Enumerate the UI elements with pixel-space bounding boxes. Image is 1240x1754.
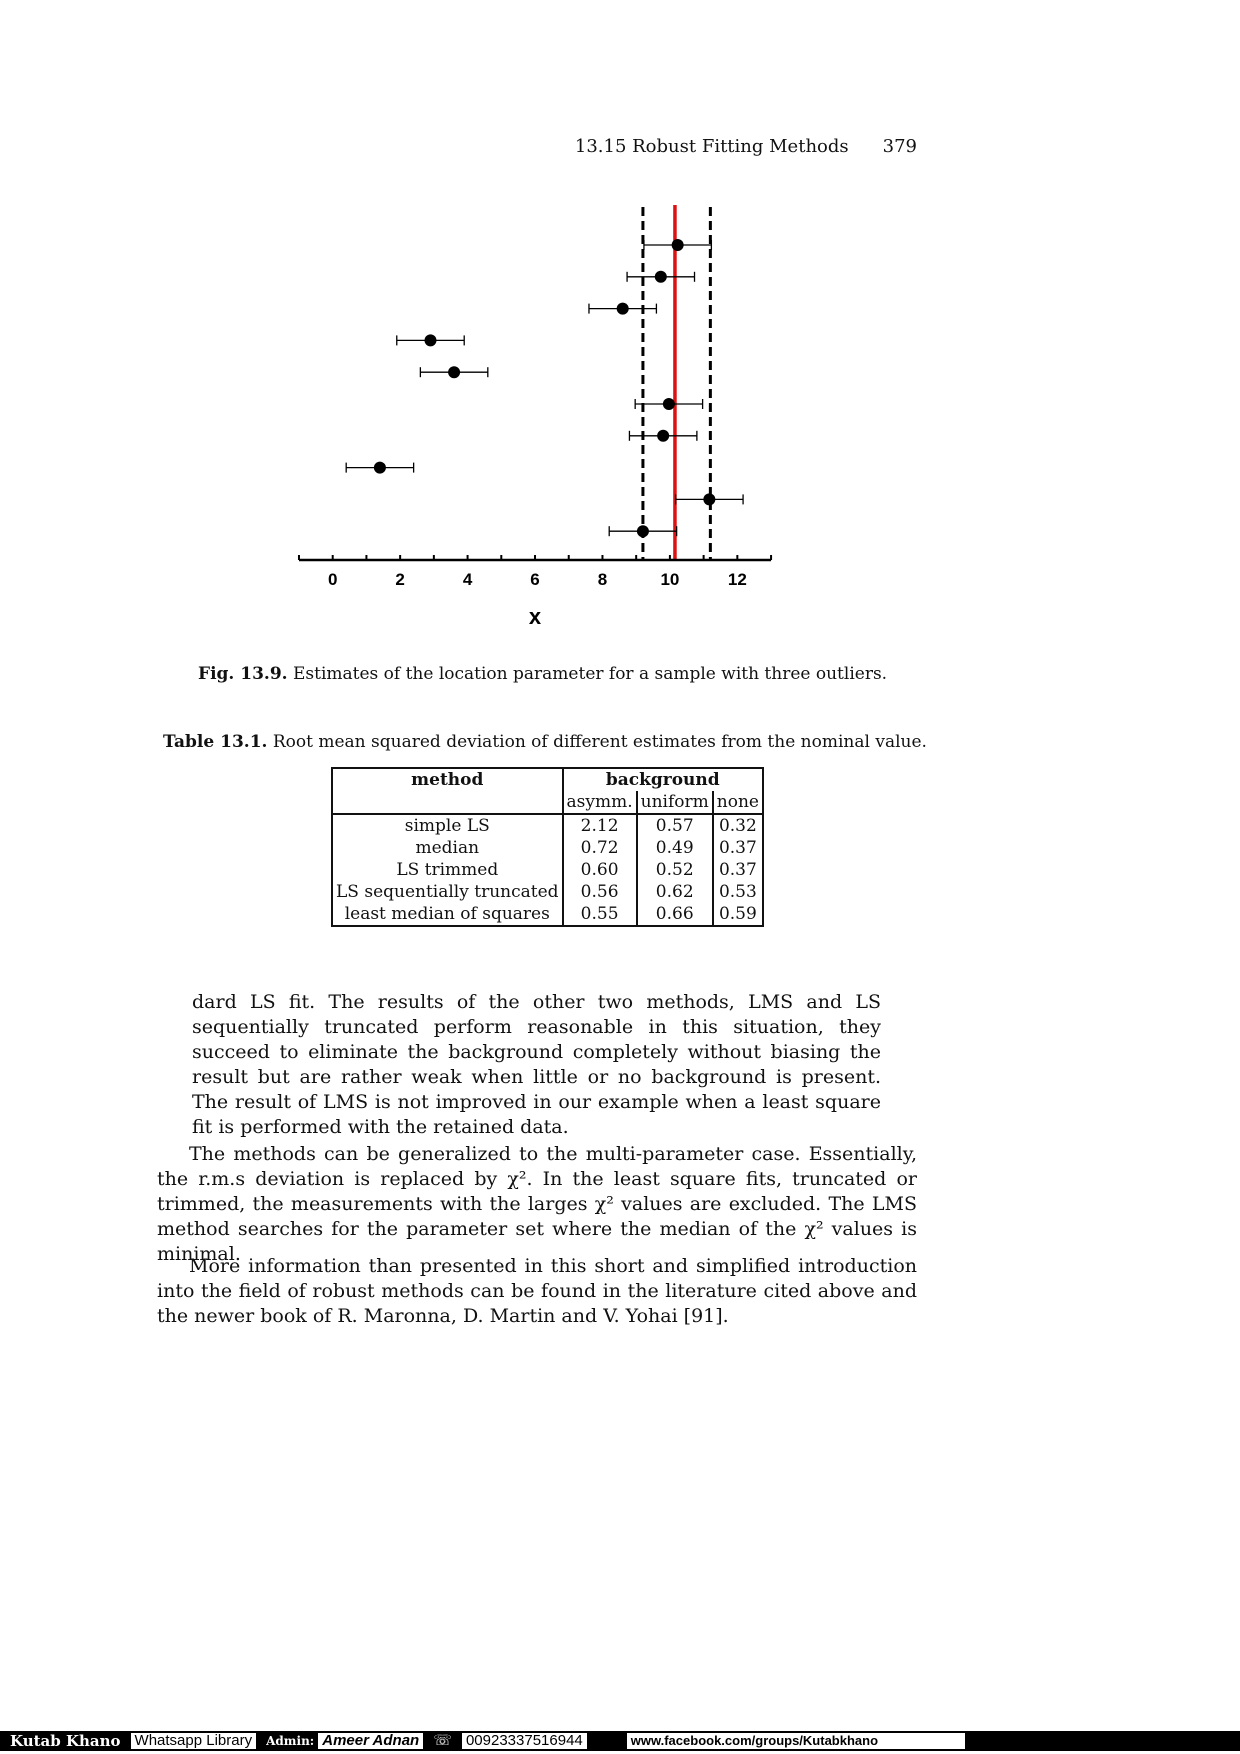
method-cell: LS trimmed — [396, 860, 499, 880]
data-point — [374, 462, 386, 474]
value-cell: 0.66 — [637, 903, 713, 926]
col-header: asymm. — [563, 791, 637, 814]
table-row — [332, 859, 763, 881]
col-header: none — [713, 791, 763, 814]
value-cell: 0.53 — [713, 881, 763, 903]
table-row — [332, 814, 763, 837]
paragraph-1 — [192, 990, 881, 1140]
paragraph-text: dard LS fit. The results of the other two methods, LMS and LS sequentially truncated perform reasonable in this situation, they succeed to eliminate the background completely without biasing the result but are rather weak when little or no background is present. The result of LMS is not improved in our example when a least square fit is performed with the retained data. — [192, 991, 881, 1138]
value-cell: 0.32 — [713, 814, 763, 837]
data-point — [617, 303, 629, 315]
banner-brand: Kutab Khano — [10, 1732, 121, 1750]
banner-url: www.facebook.com/groups/Kutabkhano — [627, 1733, 965, 1749]
banner-admin: Ameer Adnan — [318, 1733, 423, 1749]
banner-admin-label: Admin: — [266, 1734, 315, 1748]
value-cell: 0.57 — [637, 814, 713, 837]
value-cell: 0.60 — [563, 859, 637, 881]
data-point — [448, 366, 460, 378]
data-point — [657, 430, 669, 442]
figure-chart — [0, 0, 1240, 660]
value-cell: 0.56 — [563, 881, 637, 903]
phone-icon: ☏ — [433, 1732, 452, 1749]
data-point — [637, 525, 649, 537]
value-cell: 2.12 — [563, 814, 637, 837]
table-row — [332, 903, 763, 926]
data-point — [672, 239, 684, 251]
data-point — [663, 398, 675, 410]
value-cell: 0.37 — [713, 859, 763, 881]
col-header: uniform — [637, 791, 713, 814]
value-cell: 0.55 — [563, 903, 637, 926]
figure-label: Fig. 13.9. — [198, 664, 288, 684]
value-cell: 0.49 — [637, 837, 713, 859]
section-title: 13.15 Robust Fitting Methods — [574, 136, 849, 157]
method-cell: simple LS — [404, 816, 490, 836]
x-tick-label: 2 — [395, 570, 405, 589]
watermark-banner — [0, 1731, 1240, 1751]
x-tick-label: 4 — [462, 570, 473, 589]
value-cell: 0.72 — [563, 837, 637, 859]
value-cell: 0.59 — [713, 903, 763, 926]
paragraph-2 — [157, 1142, 917, 1267]
x-tick-label: 12 — [727, 570, 747, 589]
value-cell: 0.62 — [637, 881, 713, 903]
table-caption — [163, 732, 927, 752]
data-point — [424, 334, 436, 346]
x-tick-label: 8 — [597, 570, 608, 589]
table-row — [332, 881, 763, 903]
x-tick-label: 10 — [660, 570, 680, 589]
table-caption-text: Root mean squared deviation of different estimates from the nominal value. — [272, 732, 927, 752]
value-cell: 0.37 — [713, 837, 763, 859]
x-axis-label: x — [528, 604, 542, 629]
data-point — [655, 271, 667, 283]
value-cell: 0.52 — [637, 859, 713, 881]
table-label: Table 13.1. — [163, 732, 268, 752]
table-row — [332, 837, 763, 859]
paragraph-text: More information than presented in this short and simplified introduction into the field of robust methods can be found in the literature cited above and the newer book of R. Maronna, D. Martin and V. Yohai [91]. — [157, 1255, 917, 1327]
method-cell: median — [415, 838, 480, 858]
results-table — [331, 767, 764, 927]
paragraph-3 — [157, 1254, 917, 1329]
banner-phone: 00923337516944 — [462, 1733, 587, 1749]
figure-caption-text: Estimates of the location parameter for a sample with three outliers. — [292, 664, 888, 684]
background-header: background — [563, 768, 763, 791]
method-cell: LS sequentially truncated — [336, 882, 559, 902]
page-number: 379 — [882, 136, 917, 157]
x-tick-label: 6 — [530, 570, 540, 589]
method-header: method — [332, 768, 563, 814]
figure-caption — [198, 664, 887, 684]
data-point — [703, 493, 715, 505]
x-tick-label: 0 — [327, 570, 338, 589]
method-cell: least median of squares — [344, 904, 550, 924]
banner-library: Whatsapp Library — [131, 1733, 257, 1749]
paragraph-text: The methods can be generalized to the multi-parameter case. Essentially, the r.m.s deviation is replaced by χ². In the least square fits, truncated or trimmed, the measurements with the larges χ² values are excluded. The LMS method searches for the parameter set where the median of the χ² values is minimal. — [157, 1143, 917, 1265]
